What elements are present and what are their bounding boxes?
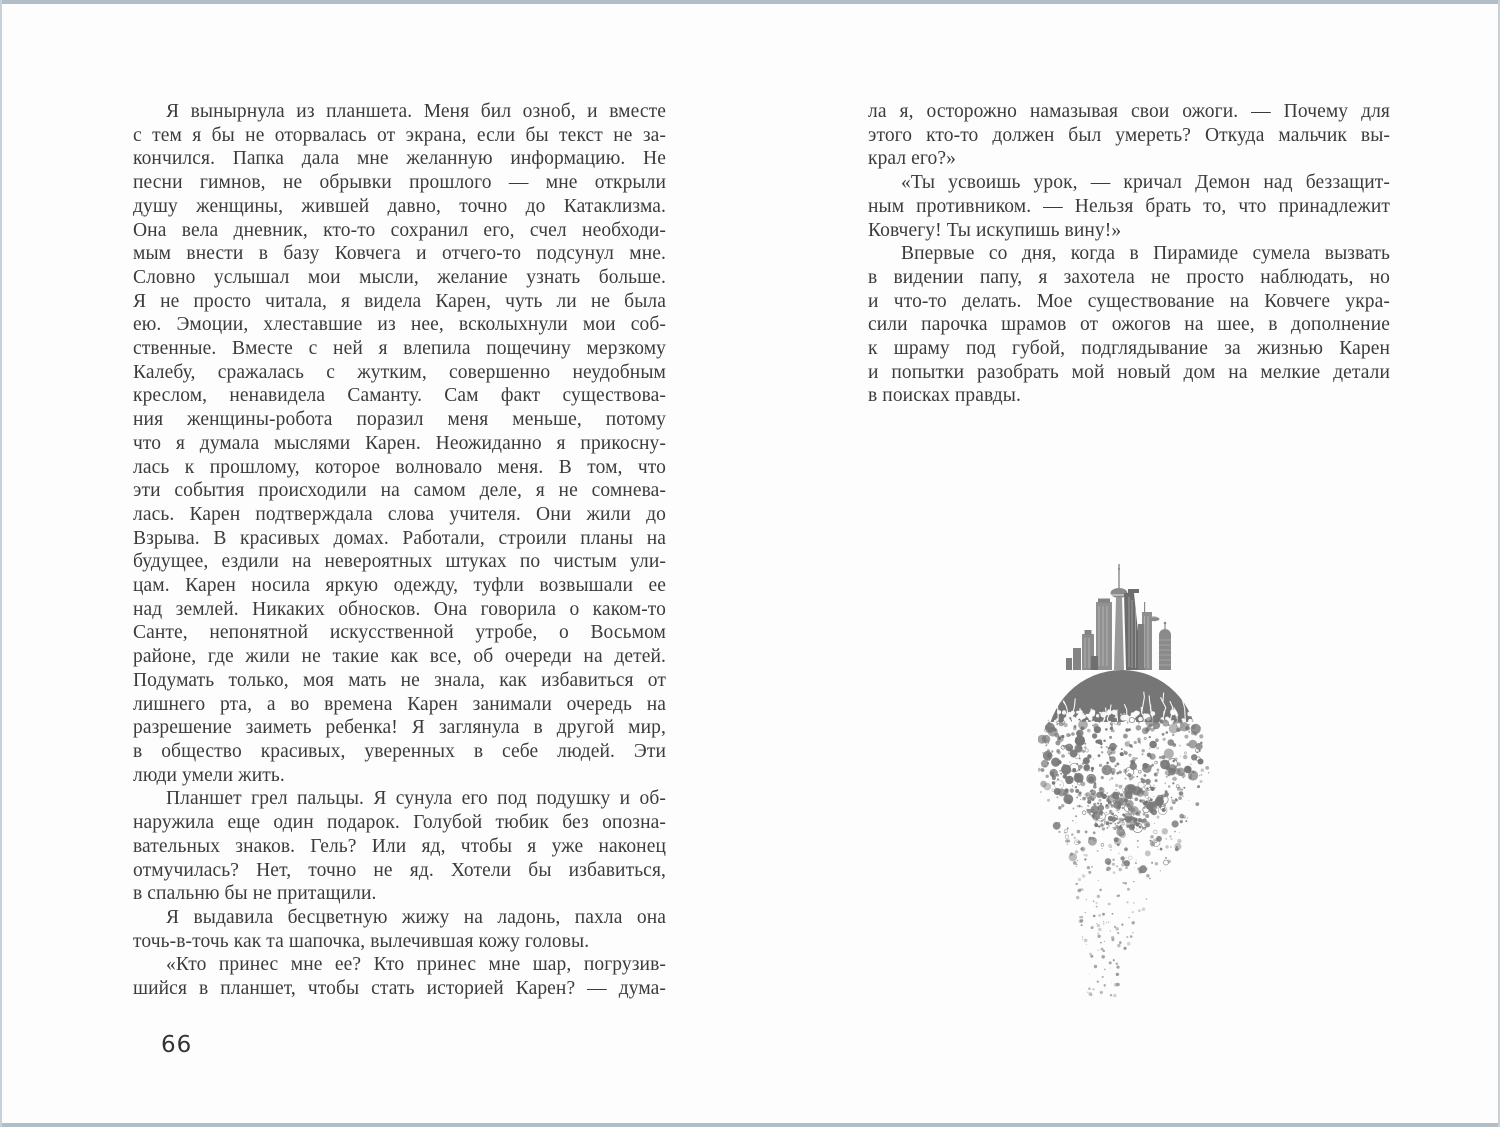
text-line: к шраму под губой, подглядывание за жизнью Карен [868,338,1390,360]
text-line: Я не просто читала, я видела Карен, чуть ли не была [133,290,666,312]
text-line: Планшет грел пальцы. Я сунула его под подушку и об- [166,788,666,810]
text-line: Санте, непонятной искусственной утробе, о Восьмом [133,622,666,644]
text-line: ею. Эмоции, хлеставшие из нее, всколыхнули мои соб- [133,314,666,336]
page-right-text-column [868,100,1390,408]
text-line: цам. Карен носила яркую одежду, туфли возвышали ее [133,575,666,597]
illustration-city-on-crumbling-sphere [1038,562,1214,1002]
text-line: в общество красивых, уверенных в себе людей. Эти [133,740,666,762]
text-line: крал его?» [868,148,956,170]
text-line: кончился. Папка дала мне желанную информацию. Не [133,148,666,170]
city-skyline [1066,564,1171,670]
page-left-text-column [133,100,666,1001]
frame-border-top [0,0,1500,4]
text-line: разрешение заиметь ребенка! Я заглянула в другой мир, [133,717,666,739]
text-line: отмучилась? Нет, точно не яд. Хотели бы избавиться, [133,859,666,881]
text-line: этого кто-то должен был умереть? Откуда мальчик вы- [868,124,1390,146]
text-line: Калебу, сражалась с жутким, совершенно неудобным [133,361,666,383]
needle-shaft [1114,598,1124,670]
text-line: эти события происходили на самом деле, я не сомнева- [133,480,666,502]
text-line: и попытки разобрать мой новый дом на мелкие детали [868,361,1390,383]
text-line: ственные. Вместе с ней я влепила пощечину мерзкому [133,338,666,360]
text-line: «Кто принес мне ее? Кто принес мне шар, погрузив- [166,954,666,976]
text-line: ным противником. — Нельзя брать то, что принадлежит [868,195,1390,217]
page-number: 66 [161,1032,193,1058]
text-line: в спальню бы не притащили. [133,883,377,905]
text-line: Впервые со дня, когда в Пирамиде сумела вызвать [901,243,1390,265]
frame-border-left [0,0,2,1127]
text-line: сили парочка шрамов от ожогов на шее, в дополнение [868,314,1390,336]
text-line: Словно услышал мои мысли, желание узнать больше. [133,266,666,288]
text-line: что я думала мыслями Карен. Неожиданно я прикосну- [133,432,666,454]
text-line: креслом, ненавидела Саманту. Сам факт существова- [133,385,666,407]
text-line: Она вела дневник, кто-то сохранил его, счел необходи- [133,219,666,241]
text-line: районе, где жили не такие как все, об очереди на детей. [133,646,666,668]
text-line: Ковчегу! Ты искупишь вину!» [868,219,1122,241]
text-line: «Ты усвоишь урок, — кричал Демон над беззащит- [901,172,1390,194]
text-line: будущее, ездили на невероятных штуках по чистым ули- [133,551,666,573]
text-line: лась к прошлому, которое волновало меня. В том, что [133,456,666,478]
text-line: песни гимнов, не обрывки прошлого — мне открыли [133,172,666,194]
text-line: вательных знаков. Гель? Или яд, чтобы я уже наконец [133,835,666,857]
text-line: Я выдавила бесцветную жижу на ладонь, пахла она [166,906,666,928]
text-line: душу женщины, жившей давно, точно до Катаклизма. [133,195,666,217]
text-line: Подумать только, моя мать не знала, как избавиться от [133,669,666,691]
text-line: мым внести в базу Ковчега и отчего-то подсунул мне. [133,243,666,265]
text-line: над землей. Никаких обносков. Она говорила о каком-то [133,598,666,620]
text-line: лишнего рта, а во времена Карен занимали очередь на [133,693,666,715]
debris-particles [1038,717,1210,998]
text-line: в видении папу, я захотела не просто наблюдать, но [868,266,1390,288]
text-line: лась. Карен подтверждала слова учителя. Они жили до [133,503,666,525]
text-line: в поисках правды. [868,385,1021,407]
text-line: Я вынырнула из планшета. Меня бил озноб, и вместе [166,101,666,122]
text-line: наружила еще один подарок. Голубой тюбик без опозна- [133,812,666,834]
text-line: шийся в планшет, чтобы стать историей Карен? — дума- [133,978,666,1000]
text-line: и что-то делать. Мое существование на Ковчеге укра- [868,290,1390,312]
crumbling-planet-illustration [1038,562,1214,1002]
text-line: Взрыва. В красивых домах. Работали, строили планы на [133,527,666,549]
text-line: ния женщины-робота поразил меня меньше, потому [133,409,666,431]
text-line: ла я, осторожно намазывая свои ожоги. — Почему для [868,101,1390,122]
text-line: люди умели жить. [133,764,285,786]
text-line: точь-в-точь как та шапочка, вылечившая кожу головы. [133,930,590,952]
frame-border-bottom [0,1123,1500,1127]
text-line: с тем я бы не оторвалась от экрана, если бы текст не за- [133,124,666,146]
